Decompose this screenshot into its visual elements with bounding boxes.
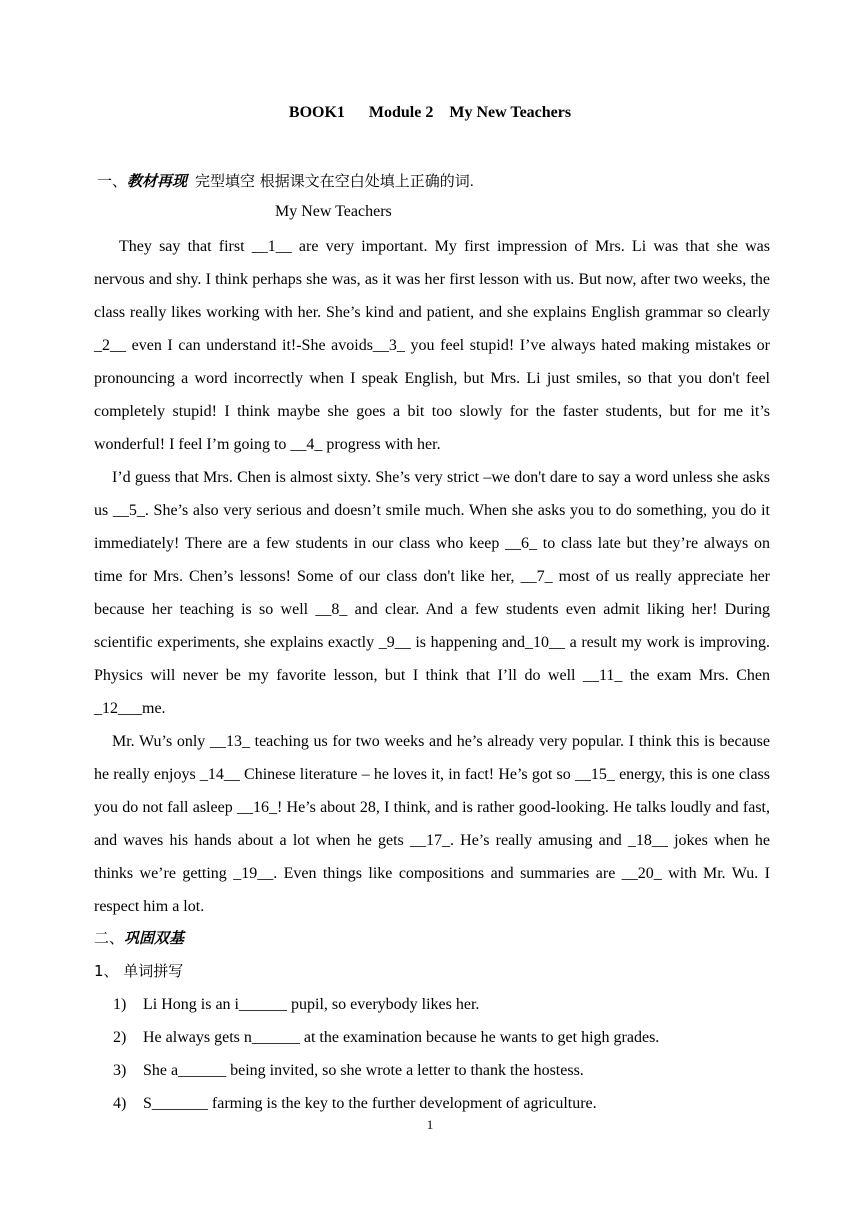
section-1-title: 教材再现 bbox=[127, 172, 188, 190]
item-text: She a______ being invited, so she wrote a letter to thank the hostess. bbox=[143, 1062, 584, 1079]
section-2-title: 巩固双基 bbox=[124, 929, 185, 947]
list-item bbox=[113, 1021, 659, 1054]
page-number: 1 bbox=[426, 1117, 434, 1132]
item-text: Li Hong is an i______ pupil, so everybody likes her. bbox=[143, 996, 480, 1013]
passage-title: My New Teachers bbox=[275, 203, 392, 220]
paragraph-3: Mr. Wu’s only __13_ teaching us for two weeks and he’s already very popular. I think this is because he really enjoys _14__ Chinese literature – he loves it, in fact! He’s got so __15_ energy, this is one class you do not fall asleep __16_! He’s about 28, I think, and is rather good-looking. He talks loudly and fast, and waves his hands about a lot when he gets __17_. He’s really amusing and _18__ jokes when he thinks we’re getting _19__. Even things like compositions and summaries are __20_ with Mr. Wu. I respect him a lot. bbox=[94, 733, 770, 915]
list-item bbox=[113, 988, 659, 1021]
item-number: 2) bbox=[113, 1029, 127, 1046]
item-text: S_______ farming is the key to the further development of agriculture. bbox=[143, 1095, 597, 1112]
instruction-text: 完型填空 根据课文在空白处填上正确的词 bbox=[195, 172, 470, 190]
passage bbox=[94, 230, 770, 923]
list-item bbox=[113, 1054, 659, 1087]
section-2-heading bbox=[94, 927, 184, 948]
list-item bbox=[113, 1087, 659, 1120]
section-1-instruction bbox=[195, 172, 474, 190]
section-2-number: 二、 bbox=[94, 929, 125, 947]
section-1-heading bbox=[97, 170, 474, 191]
instruction-end: . bbox=[469, 174, 474, 190]
item-text: He always gets n______ at the examination because he wants to get high grades. bbox=[143, 1029, 660, 1046]
item-number: 3) bbox=[113, 1062, 127, 1079]
subsection-1-heading: 1、 单词拼写 bbox=[94, 962, 184, 980]
item-number: 4) bbox=[113, 1095, 127, 1112]
paragraph-2: I’d guess that Mrs. Chen is almost sixty. She’s very strict –we don't dare to say a word unless she asks us __5_. She’s also very serious and doesn’t smile much. When she asks you to do something, you do it immediately! There are a few students in our class who keep __6_ to class late but they’re always on time for Mrs. Chen’s lessons! Some of our class don't like her, __7_ most of us really appreciate her because her teaching is so well __8_ and clear. And a few students even admit liking her! During scientific experiments, she explains exactly _9__ is happening and_10__ a result my work is improving. Physics will never be my favorite lesson, but I think that I’ll do well __11_ the exam Mrs. Chen _12___me. bbox=[94, 469, 770, 717]
page-title: BOOK1 Module 2 My New Teachers bbox=[288, 104, 572, 121]
paragraph-1: They say that first __1__ are very important. My first impression of Mrs. Li was that she was nervous and shy. I think perhaps she was, as it was her first lesson with us. But now, after two weeks, the class really likes working with her. She’s kind and patient, and she explains English grammar so clearly _2__ even I can understand it!-She avoids__3_ you feel stupid! I’ve always hated making mistakes or pronouncing a word incorrectly when I speak English, but Mrs. Li just smiles, so that you don't feel completely stupid! I think maybe she goes a bit too slowly for the faster students, but for me it’s wonderful! I feel I’m going to __4_ progress with her. bbox=[94, 238, 770, 453]
item-number: 1) bbox=[113, 996, 127, 1013]
section-1-number: 一、 bbox=[97, 172, 128, 190]
exercise-list bbox=[113, 988, 659, 1120]
